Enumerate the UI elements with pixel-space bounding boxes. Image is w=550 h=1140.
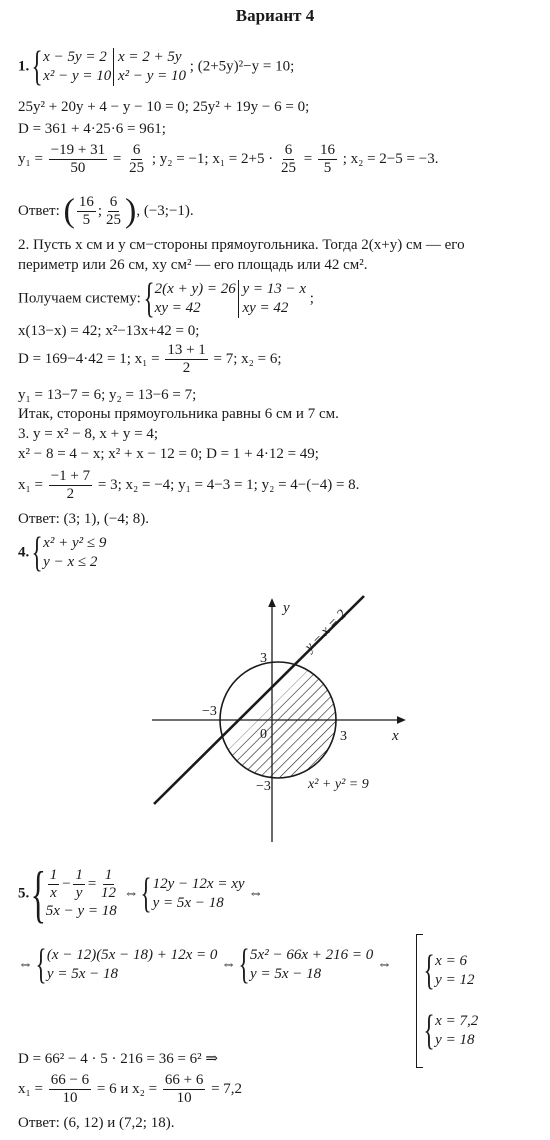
problem-number: 1. bbox=[18, 58, 30, 75]
conclusion-line: Итак, стороны прямоугольника равны 6 см и 7 см. bbox=[18, 406, 339, 422]
roots-line: x₁ = $\frac{-1 + 7}{2}$ = 3; x₂ = −4; y₁ = 4−3 = 1; y₂ = 4−(−4) = 8. bbox=[18, 468, 360, 502]
tick-label: 3 bbox=[340, 729, 347, 744]
system: { x − 5y = 2 x² − y = 10 bbox=[33, 46, 114, 88]
axis-label-y: y bbox=[283, 600, 290, 616]
line-label: y − x = 2 bbox=[302, 607, 350, 655]
answer-line: Ответ: (6, 12) и (7,2; 18). bbox=[18, 1115, 175, 1131]
solution-set: { x = 6 y = 12 { x = 7,2 y = 18 bbox=[416, 934, 478, 1068]
roots-line: y₁ = $\frac{-19 + 31}{50}$ = $\frac{6}{25}$ ; y₂ = −1; x₁ = 2+5 · $\frac{6}{25}$ = $\frac{16}{5}$ ; x₂ = 2−5 = −3. bbox=[18, 142, 439, 176]
origin-label: 0 bbox=[260, 727, 267, 742]
problem-3-text: 3. y = x² − 8, x + y = 4; bbox=[18, 426, 159, 442]
problem-2-text: 2. Пусть x см и y см−стороны прямоугольника. Тогда 2(x+y) см — его bbox=[18, 237, 465, 253]
page-title: Вариант 4 bbox=[235, 6, 315, 25]
system: x = 2 + 5y x² − y = 10 bbox=[117, 49, 187, 84]
problem-5-line-2: ⇔ { (x − 12)(5x − 18) + 12x = 0 y = 5x − 18 ⇔ { 5x² − 66x + 216 = 0 y = 5x − 18 ⇔ bbox=[18, 942, 392, 988]
equation-line: x(13−x) = 42; x²−13x+42 = 0; bbox=[18, 323, 200, 339]
tick-label: 3 bbox=[260, 651, 267, 666]
problem-5-line-1: 5. { $\frac{1}{x}$ − $\frac{1}{y}$ = $\frac{1}{12}$ 5x − y = 18 ⇔ { 12y − 12x = xy y = 5x − 18 ⇔ bbox=[18, 858, 264, 929]
roots-line: x₁ = $\frac{66 - 6}{10}$ = 6 и x₂ = $\frac{66 + 6}{10}$ = 7,2 bbox=[18, 1072, 243, 1106]
substitution: ; (2+5y)²−y = 10; bbox=[189, 58, 295, 75]
discriminant-line: D = 66² − 4 · 5 · 216 = 36 = 6² ⇒ bbox=[18, 1051, 218, 1067]
answer-line: Ответ: ( $\frac{16}{5}$ ; $\frac{6}{25}$ ), (−3;−1). bbox=[18, 192, 194, 230]
answer-line: Ответ: (3; 1), (−4; 8). bbox=[18, 511, 150, 527]
graph bbox=[140, 590, 410, 850]
problem-2-text: периметр или 26 см, xy см² — его площадь или 42 см². bbox=[18, 257, 368, 273]
tick-label: −3 bbox=[202, 704, 217, 719]
axis-label-x: x bbox=[392, 728, 399, 744]
problem-4-system: 4. { x² + y² ≤ 9 y − x ≤ 2 bbox=[18, 530, 107, 576]
roots-line: D = 169−4·42 = 1; x₁ = $\frac{13 + 1}{2}$ = 7; x₂ = 6; bbox=[18, 342, 282, 376]
equation-line: 25y² + 20y + 4 − y − 10 = 0; 25y² + 19y − 6 = 0; bbox=[18, 99, 310, 115]
tick-label: −3 bbox=[256, 779, 271, 794]
circle-label: x² + y² = 9 bbox=[308, 777, 369, 792]
system-line: Получаем систему: { 2(x + y) = 26 xy = 42 y = 13 − x xy = 42 ; bbox=[18, 276, 314, 322]
equation-line: y₁ = 13−7 = 6; y₂ = 13−6 = 7; bbox=[18, 387, 197, 403]
problem-1-system-line bbox=[18, 46, 294, 88]
equation-line: D = 361 + 4·25·6 = 961; bbox=[18, 121, 166, 137]
equation-line: x² − 8 = 4 − x; x² + x − 12 = 0; D = 1 + 4·12 = 49; bbox=[18, 446, 319, 462]
